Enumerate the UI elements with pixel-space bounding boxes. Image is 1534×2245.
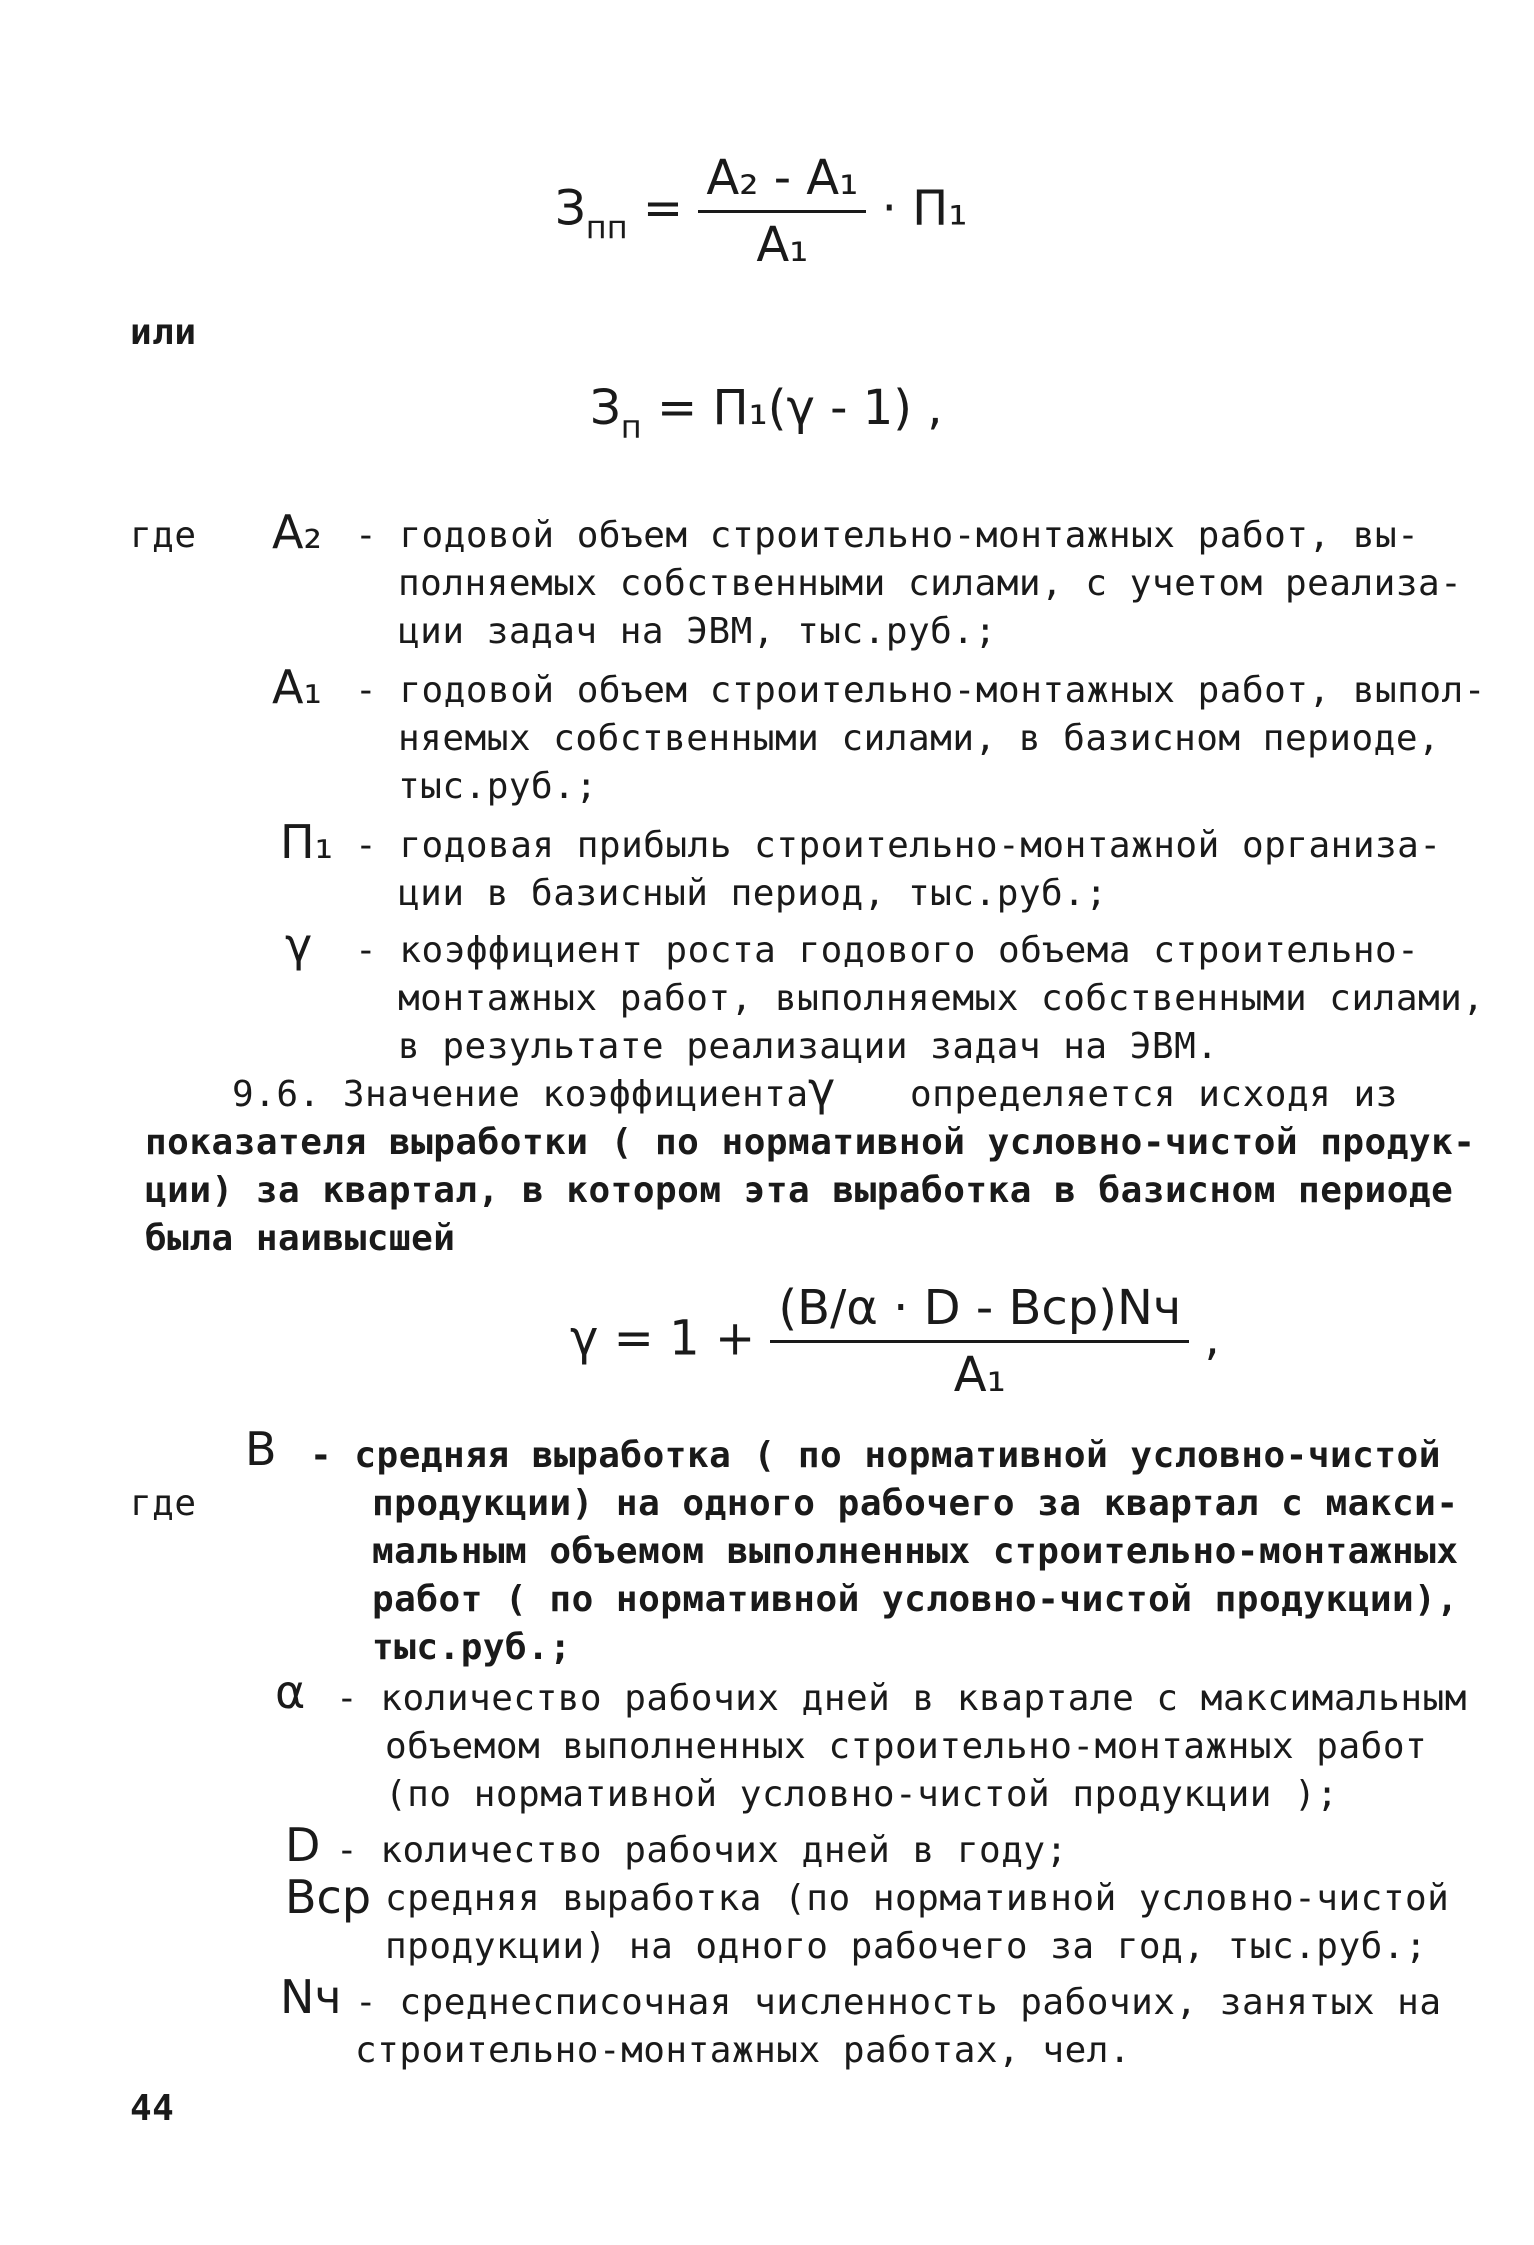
def-symbol-nch: Nч (280, 1970, 342, 2024)
formula-1-tail: · П₁ (881, 180, 968, 237)
def-symbol-a2: A₂ (272, 505, 322, 559)
def-line: - годовой объем строительно-монтажных работ, вы- (355, 515, 1420, 556)
page-number: 44 (130, 2088, 175, 2129)
formula-2-rhs: = П₁(γ - 1) , (656, 380, 943, 436)
def-line: - количество рабочих дней в году; (336, 1830, 1068, 1871)
def-line: в результате реализации задач на ЭВМ. (398, 1026, 1219, 1067)
def-line: - среднесписочная численность рабочих, занятых на (355, 1982, 1442, 2023)
def-line: ции в базисный период, тыс.руб.; (398, 873, 1108, 914)
def-line: тыс.руб.; (372, 1627, 572, 1668)
formula-1-denominator: A₁ (756, 217, 809, 273)
word-gde-2: где (130, 1483, 197, 1524)
def-symbol-d: D (285, 1818, 321, 1872)
para-9-6-line-1b: определяется исходя из (910, 1074, 1398, 1115)
def-line: объемом выполненных строительно-монтажных работ (385, 1726, 1428, 1767)
def-line: мальным объемом выполненных строительно-монтажных (372, 1531, 1459, 1572)
formula-1-lhs: З (555, 180, 586, 237)
formula-1-fraction (698, 150, 866, 273)
formula-1-lhs-sub: пп (585, 208, 628, 247)
def-symbol-a1: A₁ (272, 660, 322, 714)
para-9-6-line-3: ции) за квартал, в котором эта выработка в базисном периоде (145, 1170, 1454, 1211)
para-9-6-line-4: была наивысшей (145, 1218, 456, 1259)
def-line: (по нормативной условно-чистой продукции ); (385, 1774, 1339, 1815)
def-line: - коэффициент роста годового объема строительно- (355, 930, 1420, 971)
def-line: - средняя выработка ( по нормативной условно-чистой (310, 1435, 1441, 1476)
para-9-6-gamma: γ (808, 1062, 836, 1116)
def-line: ции задач на ЭВМ, тыс.руб.; (398, 611, 997, 652)
def-line: - годовой объем строительно-монтажных работ, выпол- (355, 670, 1486, 711)
def-line: - годовая прибыль строительно-монтажной организа- (355, 825, 1442, 866)
word-ili: или (130, 312, 197, 353)
def-symbol-gamma: γ (285, 918, 313, 972)
def-line: полняемых собственными силами, с учетом реализа- (398, 563, 1463, 604)
def-symbol-bcp: Bср (285, 1870, 372, 1924)
formula-2-lhs-sub: п (620, 408, 642, 446)
formula-1-eq: = (642, 180, 684, 237)
def-symbol-b: B (245, 1422, 277, 1476)
formula-3-tail: , (1204, 1310, 1220, 1367)
formula-3-fraction (770, 1280, 1189, 1403)
formula-3-numerator: (B/α · D - Bср)Nч (770, 1280, 1189, 1343)
formula-3-denominator: A₁ (953, 1347, 1006, 1403)
def-line: работ ( по нормативной условно-чистой продукции), (372, 1579, 1459, 1620)
formula-3 (570, 1280, 1220, 1403)
def-line: продукции) на одного рабочего за год, тыс.руб.; (385, 1926, 1428, 1967)
para-9-6-line-2: показателя выработки ( по нормативной условно-чистой продук- (145, 1122, 1476, 1163)
formula-2-lhs: З (590, 380, 621, 436)
formula-2 (590, 380, 943, 446)
def-line: средняя выработка (по нормативной условно-чистой (385, 1878, 1450, 1919)
def-line: монтажных работ, выполняемых собственными силами, (398, 978, 1485, 1019)
word-gde-1: где (130, 515, 197, 556)
formula-1 (555, 150, 968, 273)
def-line: продукции) на одного рабочего за квартал с макси- (372, 1483, 1459, 1524)
formula-3-lhs: γ = 1 + (570, 1310, 756, 1367)
def-symbol-alpha: α (275, 1665, 306, 1719)
para-9-6-line-1a: 9.6. Значение коэффициента (232, 1074, 809, 1115)
def-line: строительно-монтажных работах, чел. (355, 2030, 1132, 2071)
def-line: - количество рабочих дней в квартале с максимальным (336, 1678, 1467, 1719)
formula-1-numerator: A₂ - A₁ (698, 150, 866, 213)
def-symbol-p1: П₁ (280, 815, 334, 869)
def-line: тыс.руб.; (398, 766, 598, 807)
def-line: няемых собственными силами, в базисном периоде, (398, 718, 1441, 759)
